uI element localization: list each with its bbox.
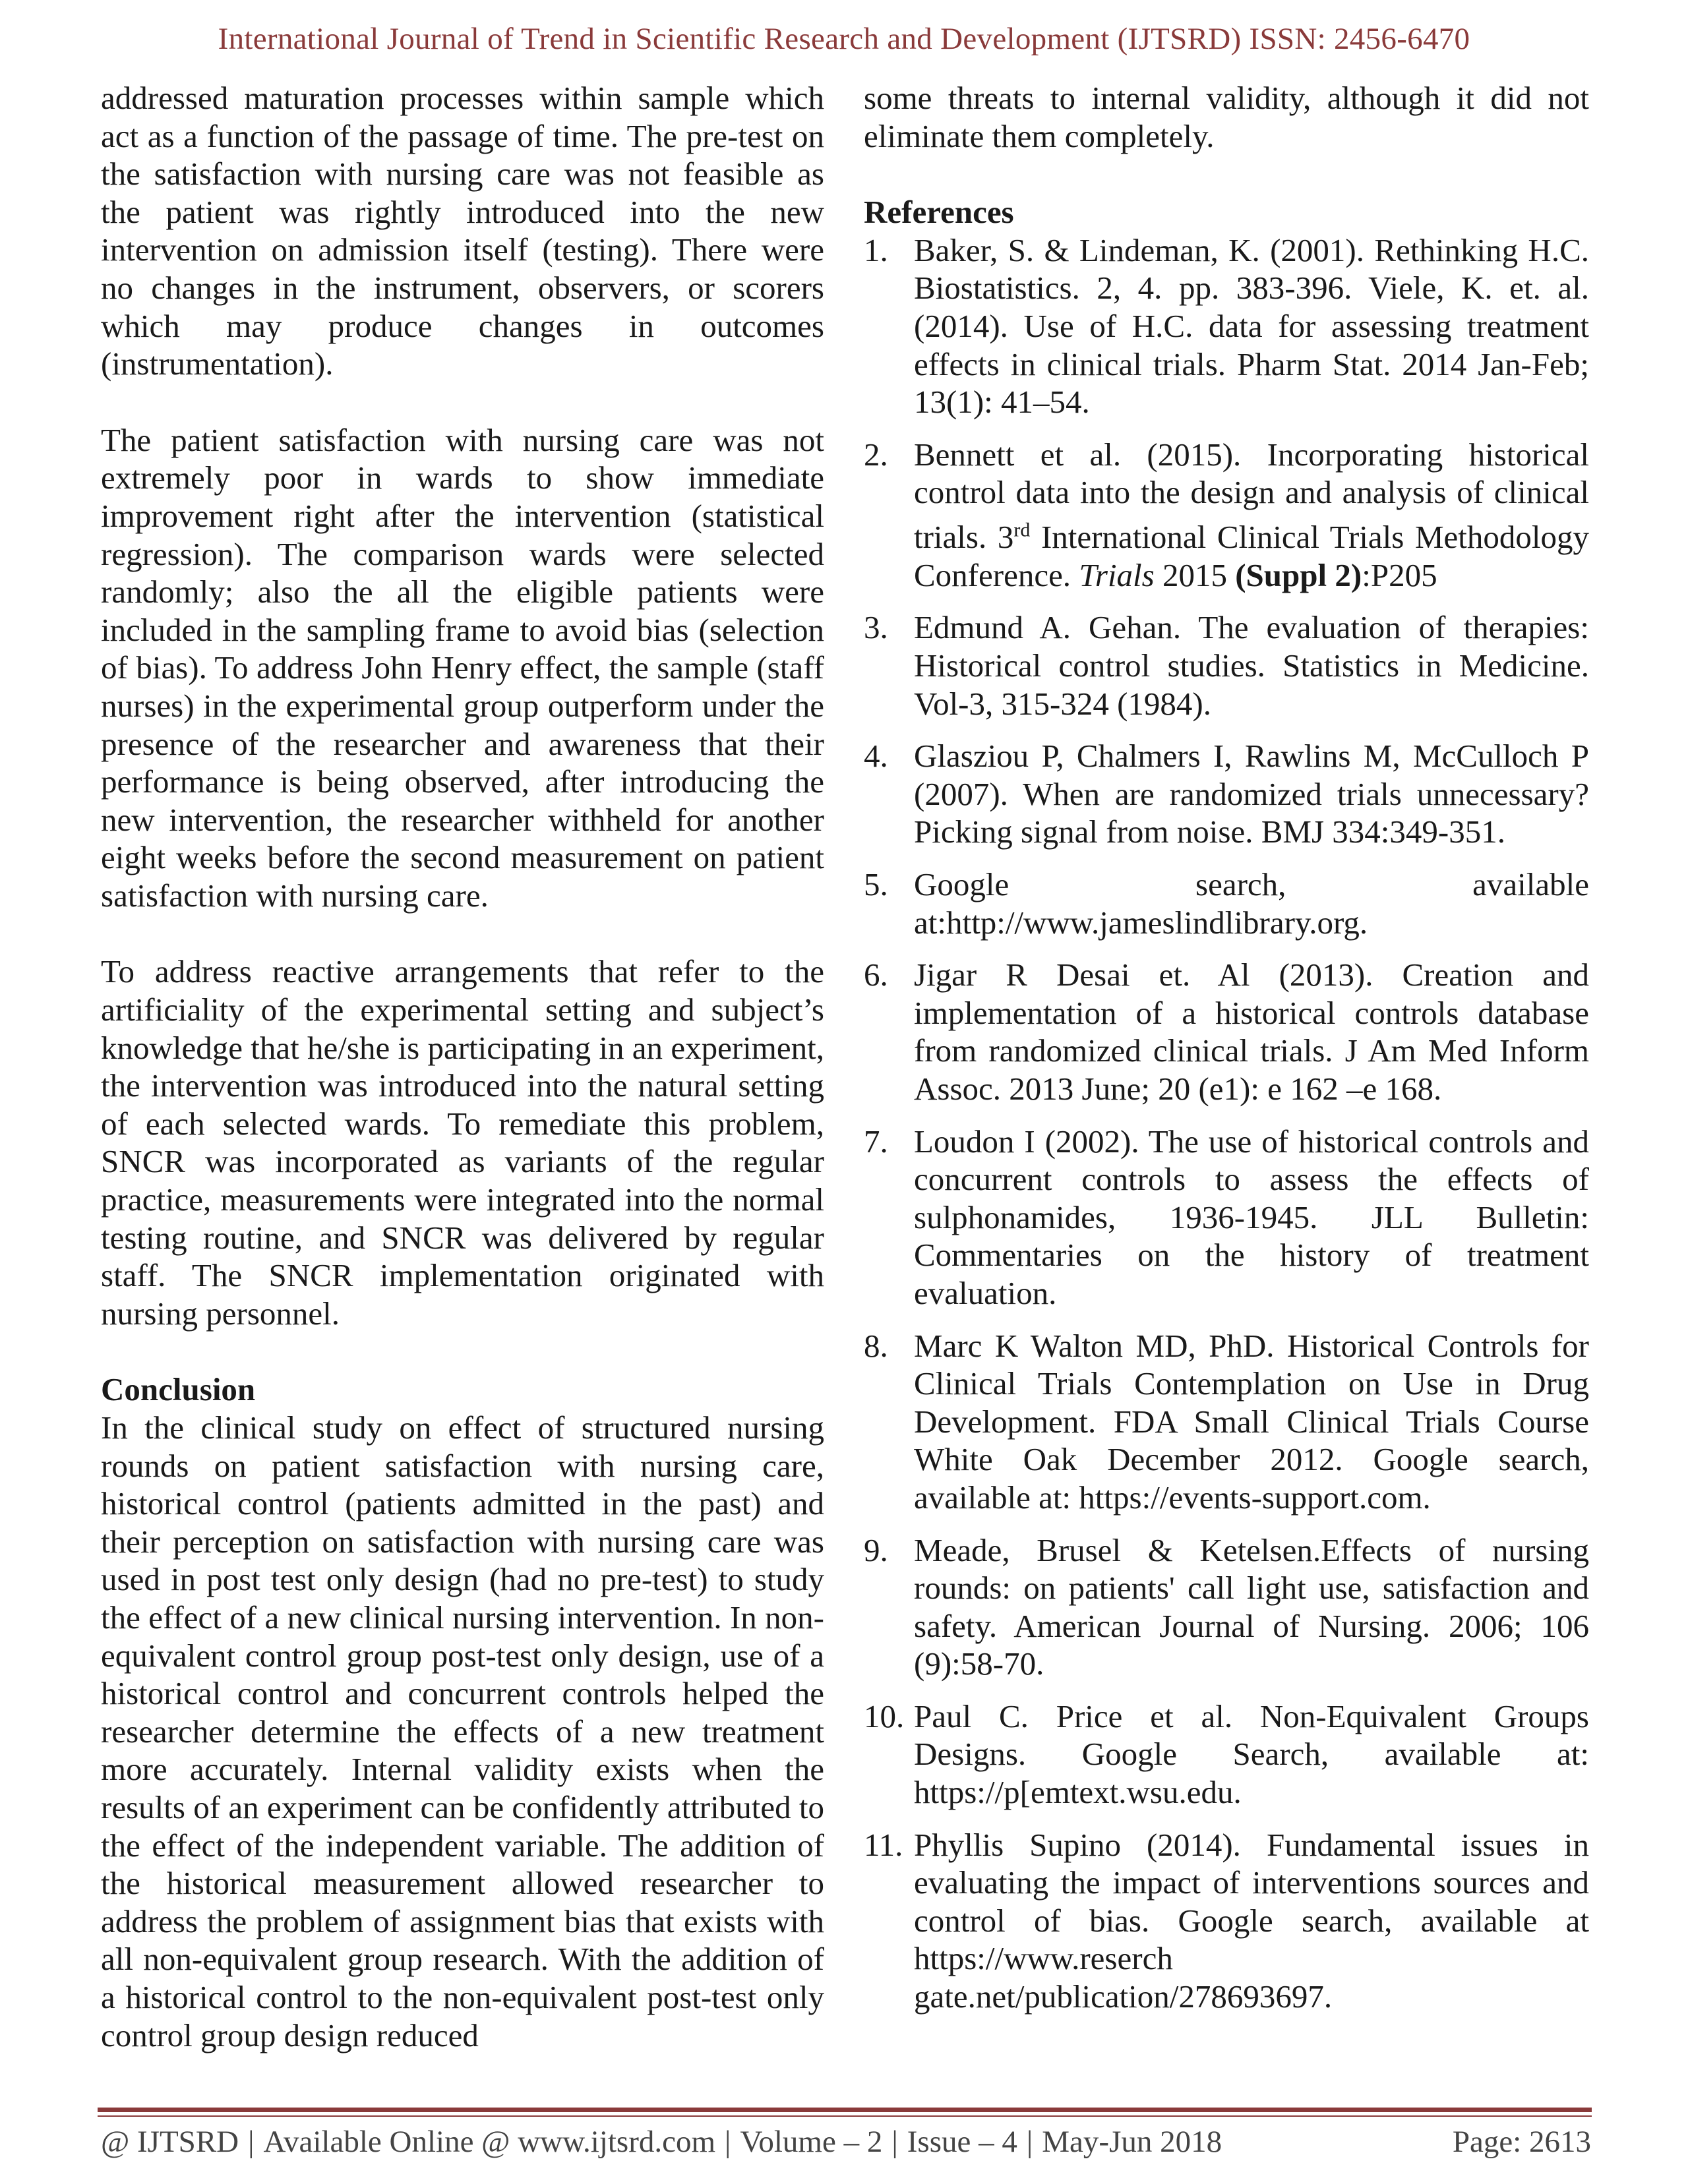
reference-text: Loudon I (2002). The use of historical controls and concurrent controls to assess the effects of sulphonamides, 1936-1945. JLL Bulletin: Commentaries on the history of treatment evaluation. <box>914 1123 1589 1311</box>
reference-text: Phyllis Supino (2014). Fundamental issues in evaluating the impact of interventions sources and control of bias. Google search, available at https://www.reserch gate.net/publication/278693697. <box>914 1826 1589 2015</box>
conclusion-heading: Conclusion <box>101 1371 256 1408</box>
reference-number: 7. <box>864 1123 888 1160</box>
left-column <box>101 79 824 2054</box>
footer-separator: | <box>1026 2125 1033 2159</box>
footer-publisher: @ IJTSRD <box>101 2125 239 2159</box>
reference-item <box>864 737 1589 851</box>
reference-text-part: Bennett et al. (2015). Incorporating historical control data into the design and analysis of clinical trials. 3 <box>914 436 1589 556</box>
reference-text-part: 2015 <box>1154 556 1236 593</box>
reference-number: 1. <box>864 231 888 268</box>
reference-text: Glasziou P, Chalmers I, Rawlins M, McCulloch P (2007). When are randomized trials unnecessary? Picking signal from noise. BMJ 334:349-351. <box>914 738 1589 850</box>
footer-issue: Issue – 4 <box>907 2125 1017 2159</box>
page-number: Page: 2613 <box>1452 2125 1591 2159</box>
right-column <box>864 79 1589 2030</box>
reference-item <box>864 1697 1589 1812</box>
page-footer <box>101 2124 1591 2160</box>
references-heading: References <box>864 194 1014 231</box>
footer-separator: | <box>248 2125 255 2159</box>
paragraph: some threats to internal validity, although it did not eliminate them completely. <box>864 80 1589 154</box>
footer-date: May-Jun 2018 <box>1042 2125 1222 2159</box>
reference-number: 11. <box>864 1826 903 1863</box>
reference-list <box>864 231 1589 2016</box>
footer-separator: | <box>725 2125 731 2159</box>
footer-divider <box>98 2108 1592 2112</box>
ordinal-superscript: rd <box>1013 519 1031 541</box>
reference-item <box>864 866 1589 941</box>
reference-number: 3. <box>864 609 888 646</box>
reference-text-part: International Clinical Trials Methodology Conference. <box>914 519 1589 593</box>
reference-text: Google search, available at:http://www.jameslindlibrary.org. <box>914 866 1589 941</box>
journal-name-italic: Trials <box>1079 556 1155 593</box>
reference-number: 6. <box>864 957 888 993</box>
reference-text: Edmund A. Gehan. The evaluation of therapies: Historical control studies. Statistics in Medicine. Vol-3, 315-324 (1984). <box>914 609 1589 722</box>
paragraph: To address reactive arrangements that refer to the artificiality of the experimental setting and subject’s knowledge that he/she is participating in an experiment, the intervention was introduced into the natural setting of each selected wards. To remediate this problem, SNCR was incorporated as variants of the regular practice, measurements were integrated into the normal testing routine, and SNCR was delivered by regular staff. The SNCR implementation originated with nursing personnel. <box>101 953 824 1332</box>
reference-text-part: :P205 <box>1362 556 1437 593</box>
reference-number: 10. <box>864 1697 905 1734</box>
reference-number: 4. <box>864 738 888 775</box>
reference-item <box>864 608 1589 723</box>
reference-item <box>864 1123 1589 1313</box>
paragraph: In the clinical study on effect of structured nursing rounds on patient satisfaction with nursing care, historical control (patients admitted in the past) and their perception on satisfaction with nursing care was used in post test only design (had no pre-test) to study the effect of a new clinical nursing intervention. In non-equivalent control group post-test only design, use of a historical control and concurrent controls helped the researcher determine the effects of a new treatment more accurately. Internal validity exists when the results of an experiment can be confidently attributed to the effect of the independent variable. The addition of the historical measurement allowed researcher to address the problem of assignment bias that exists with all non-equivalent group research. With the addition of a historical control to the non-equivalent post-test only control group design reduced <box>101 1409 824 2053</box>
footer-volume: Volume – 2 <box>740 2125 883 2159</box>
footer-divider-thin <box>98 2115 1592 2117</box>
reference-text: Baker, S. & Lindeman, K. (2001). Rethinking H.C. Biostatistics. 2, 4. pp. 383-396. Viele, K. et. al. (2014). Use of H.C. data for assessing treatment effects in clinical trials. Pharm Stat. 2014 Jan-Feb; 13(1): 41–54. <box>914 231 1589 421</box>
paragraph: addressed maturation processes within sample which act as a function of the passage of time. The pre-test on the satisfaction with nursing care was not feasible as the patient was rightly introduced into the new intervention on admission itself (testing). There were no changes in the instrument, observers, or scorers which may produce changes in outcomes (instrumentation). <box>101 80 824 382</box>
reference-item <box>864 1826 1589 2016</box>
supplement-bold: (Suppl 2) <box>1235 556 1362 593</box>
footer-separator: | <box>891 2125 898 2159</box>
reference-text <box>914 436 1589 593</box>
footer-info <box>101 2124 1222 2160</box>
paragraph: The patient satisfaction with nursing care was not extremely poor in wards to show immediate improvement right after the intervention (statistical regression). The comparison wards were selected randomly; also the all the eligible patients were included in the sampling frame to avoid bias (selection of bias). To address John Henry effect, the sample (staff nurses) in the experimental group outperform under the presence of the researcher and awareness that their performance is being observed, after introducing the new intervention, the researcher withheld for another eight weeks before the second measurement on patient satisfaction with nursing care. <box>101 421 824 914</box>
footer-available-online: Available Online @ www.ijtsrd.com <box>263 2125 716 2159</box>
reference-number: 9. <box>864 1531 888 1568</box>
reference-text: Meade, Brusel & Ketelsen.Effects of nursing rounds: on patients' call light use, satisfaction and safety. American Journal of Nursing. 2006; 106 (9):58-70. <box>914 1531 1589 1682</box>
reference-item <box>864 231 1589 421</box>
reference-number: 2. <box>864 436 888 473</box>
journal-header: International Journal of Trend in Scientific Research and Development (IJTSRD) ISSN: 2456-6470 <box>218 22 1470 56</box>
reference-text: Paul C. Price et al. Non-Equivalent Groups Designs. Google Search, available at: https://p[emtext.wsu.edu. <box>914 1697 1589 1811</box>
reference-item <box>864 1327 1589 1517</box>
reference-number: 5. <box>864 866 888 903</box>
reference-item <box>864 956 1589 1107</box>
reference-text: Marc K Walton MD, PhD. Historical Controls for Clinical Trials Contemplation on Use in Drug Development. FDA Small Clinical Trials Course White Oak December 2012. Google search, available at: https://events-support.com. <box>914 1327 1589 1516</box>
reference-text: Jigar R Desai et. Al (2013). Creation and implementation of a historical controls database from randomized clinical trials. J Am Med Inform Assoc. 2013 June; 20 (e1): e 162 –e 168. <box>914 957 1589 1107</box>
reference-item <box>864 436 1589 595</box>
reference-item <box>864 1531 1589 1683</box>
reference-number: 8. <box>864 1327 888 1364</box>
